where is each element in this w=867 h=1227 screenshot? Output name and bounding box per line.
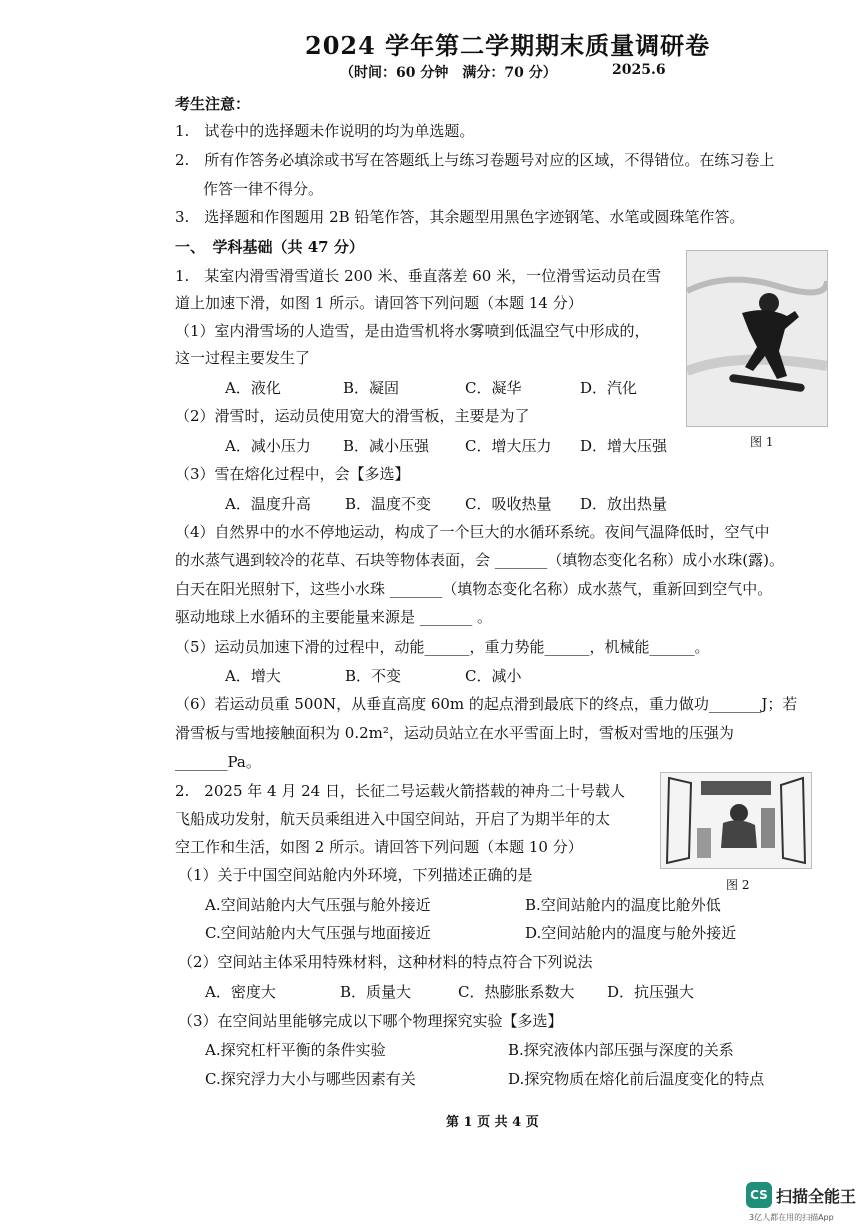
q1-part3: （3）雪在熔化过程中，会【多选】 — [175, 465, 410, 483]
q1-part1: （1）室内滑雪场的人造雪，是由造雪机将水雾喷到低温空气中形成的， — [175, 322, 650, 340]
q2-p2-option-c[interactable]: C．热膨胀系数大 — [458, 983, 575, 1001]
notice-item-1: 1. 试卷中的选择题未作说明的均为单选题。 — [175, 122, 475, 140]
q2-p2-option-b[interactable]: B．质量大 — [340, 983, 412, 1001]
q1-part6-line3: _______Pa。 — [175, 753, 261, 771]
q1-part1-cont: 这一过程主要发生了 — [175, 349, 311, 367]
q1-part5: （5）运动员加速下滑的过程中，动能______，重力势能______，机械能______。 — [175, 638, 710, 656]
notice-item-3: 3. 选择题和作图题用 2B 铅笔作答，其余题型用黑色字迹钢笔、水笔或圆珠笔作答。 — [175, 208, 745, 226]
q1-stem-cont: 道上加速下滑，如图 1 所示。请回答下列问题（本题 14 分） — [175, 294, 583, 312]
q1-p5-option-b[interactable]: B．不变 — [345, 667, 402, 685]
exam-date: 2025.6 — [612, 62, 666, 78]
q2-part1: （1）关于中国空间站舱内外环境，下列描述正确的是 — [178, 866, 533, 884]
page-number: 第 1 页 共 4 页 — [446, 1115, 539, 1130]
section-heading: 一、 学科基础（共 47 分） — [175, 238, 364, 256]
q1-p1-option-d[interactable]: D．汽化 — [580, 379, 638, 397]
notice-item-2-cont: 作答一律不得分。 — [203, 180, 324, 198]
q2-stem: 2. 2025 年 4 月 24 日，长征二号运载火箭搭载的神舟二十号载人 — [175, 782, 625, 800]
q1-p2-option-c[interactable]: C．增大压力 — [465, 437, 552, 455]
q2-p2-option-d[interactable]: D．抗压强大 — [607, 983, 695, 1001]
q1-p5-option-c[interactable]: C．减小 — [465, 667, 522, 685]
scanner-name: 扫描全能王 — [776, 1186, 857, 1206]
figure-2-space-station — [660, 772, 812, 869]
cs-scanner-icon: CS — [746, 1182, 772, 1208]
q1-p3-option-c[interactable]: C．吸收热量 — [465, 495, 552, 513]
q2-part2: （2）空间站主体采用特殊材料，这种材料的特点符合下列说法 — [178, 953, 593, 971]
q1-part6: （6）若运动员重 500N，从垂直高度 60m 的起点滑到最底下的终点，重力做功_______J；若 — [175, 695, 798, 713]
figure-1-caption: 图 1 — [750, 435, 774, 449]
q2-p3-option-a[interactable]: A.探究杠杆平衡的条件实验 — [205, 1041, 386, 1059]
q2-p3-option-c[interactable]: C.探究浮力大小与哪些因素有关 — [205, 1070, 416, 1088]
q2-p3-option-d[interactable]: D.探究物质在熔化前后温度变化的特点 — [508, 1070, 765, 1088]
notice-item-2: 2. 所有作答务必填涂或书写在答题纸上与练习卷题号对应的区域，不得错位。在练习卷上 — [175, 151, 775, 169]
q2-p2-option-a[interactable]: A．密度大 — [205, 983, 276, 1001]
q1-p2-option-a[interactable]: A．减小压力 — [225, 437, 311, 455]
space-station-image — [661, 773, 811, 868]
q1-p2-option-b[interactable]: B．减小压强 — [343, 437, 430, 455]
exam-title: 2024 学年第二学期期末质量调研卷 — [305, 31, 711, 60]
snowboarder-image — [687, 251, 827, 426]
q2-p1-option-b[interactable]: B.空间站舱内的温度比舱外低 — [525, 896, 721, 914]
figure-1-snowboarder — [686, 250, 828, 427]
q2-p1-option-d[interactable]: D.空间站舱内的温度与舱外接近 — [525, 924, 737, 942]
q2-p3-option-b[interactable]: B.探究液体内部压强与深度的关系 — [508, 1041, 734, 1059]
q1-p3-option-a[interactable]: A．温度升高 — [225, 495, 311, 513]
q1-part2: （2）滑雪时，运动员使用宽大的滑雪板，主要是为了 — [175, 407, 530, 425]
q1-part4: （4）自然界中的水不停地运动，构成了一个巨大的水循环系统。夜间气温降低时，空气中 — [175, 523, 770, 541]
q1-p3-option-b[interactable]: B．温度不变 — [345, 495, 432, 513]
q1-part4-line2: 的水蒸气遇到较冷的花草、石块等物体表面，会 _______（填物态变化名称）成小水珠(露)。 — [175, 551, 784, 569]
q1-part6-line2: 滑雪板与雪地接触面积为 0.2m²，运动员站立在水平雪面上时，雪板对雪地的压强为 — [175, 724, 734, 742]
q1-part4-line4: 驱动地球上水循环的主要能量来源是 _______ 。 — [175, 608, 493, 626]
q1-stem: 1. 某室内滑雪滑雪道长 200 米、垂直落差 60 米，一位滑雪运动员在雪 — [175, 267, 662, 285]
q1-p3-option-d[interactable]: D．放出热量 — [580, 495, 668, 513]
exam-meta: （时间：60 分钟 满分：70 分） — [340, 65, 557, 81]
q2-p1-option-a[interactable]: A.空间站舱内大气压强与舱外接近 — [205, 896, 431, 914]
q2-stem-line2: 飞船成功发射，航天员乘组进入中国空间站，开启了为期半年的太 — [175, 810, 611, 828]
q2-p1-option-c[interactable]: C.空间站舱内大气压强与地面接近 — [205, 924, 431, 942]
notice-heading: 考生注意： — [175, 95, 251, 113]
q1-p5-option-a[interactable]: A．增大 — [225, 667, 281, 685]
q2-stem-line3: 空工作和生活，如图 2 所示。请回答下列问题（本题 10 分） — [175, 838, 583, 856]
scanner-tagline: 3亿人都在用的扫描App — [749, 1213, 834, 1222]
q2-part3: （3）在空间站里能够完成以下哪个物理探究实验【多选】 — [178, 1012, 563, 1030]
scanner-watermark — [746, 1182, 856, 1208]
figure-2-caption: 图 2 — [726, 878, 750, 892]
q1-p1-option-b[interactable]: B．凝固 — [343, 379, 400, 397]
q1-p2-option-d[interactable]: D．增大压强 — [580, 437, 668, 455]
q1-p1-option-a[interactable]: A．液化 — [225, 379, 281, 397]
q1-p1-option-c[interactable]: C．凝华 — [465, 379, 522, 397]
q1-part4-line3: 白天在阳光照射下，这些小水珠 _______（填物态变化名称）成水蒸气，重新回到空气中。 — [175, 580, 773, 598]
